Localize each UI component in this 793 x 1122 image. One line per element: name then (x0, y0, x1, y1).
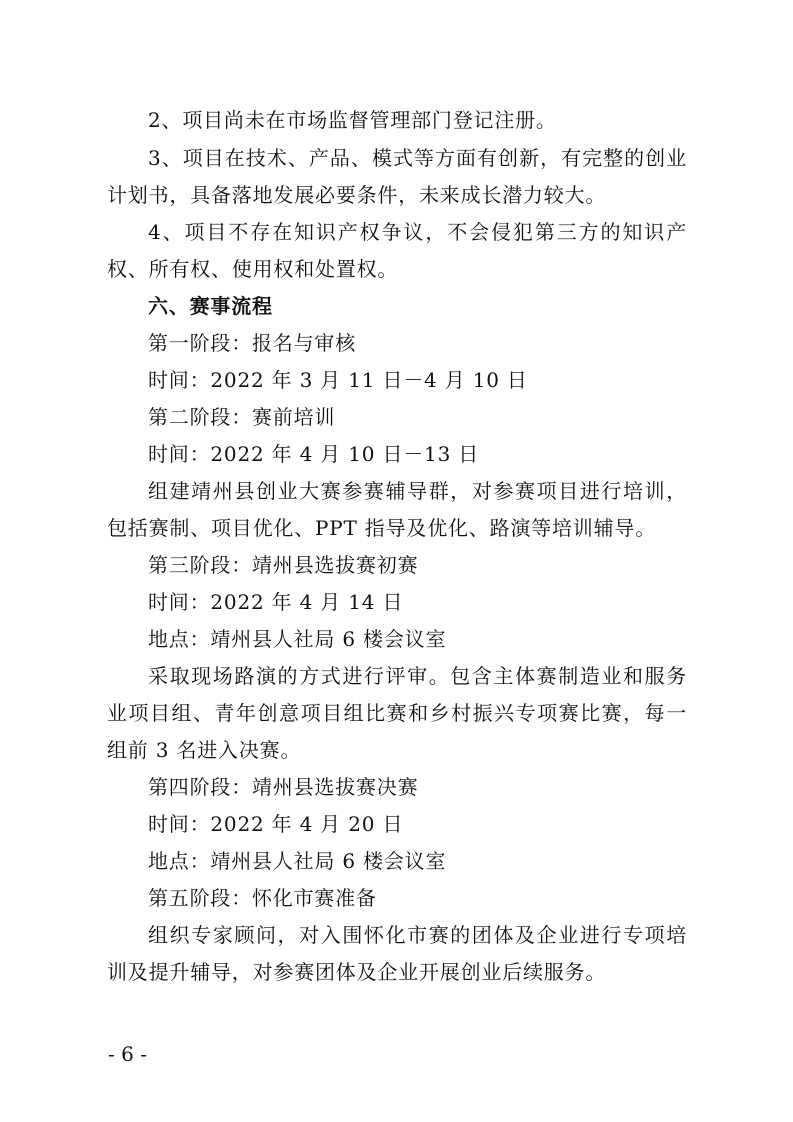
stage-3-location: 地点：靖州县人社局 6 楼会议室 (148, 627, 447, 651)
stage-3-description: 采取现场路演的方式进行评审。包含主体赛制造业和服务业项目组、青年创意项目组比赛和乡村振兴专项赛比赛，每一组前 3 名进入决赛。 (107, 664, 687, 762)
page-number: - 6 - (108, 1042, 147, 1066)
section-heading-competition-process: 六、赛事流程 (148, 294, 273, 318)
paragraph-criterion-2: 2、项目尚未在市场监督管理部门登记注册。 (148, 108, 557, 132)
paragraph-criterion-4: 4、项目不存在知识产权争议，不会侵犯第三方的知识产权、所有权、使用权和处置权。 (107, 220, 687, 281)
stage-2-time: 时间：2022 年 4 月 10 日－13 日 (148, 442, 480, 466)
stage-3-time: 时间：2022 年 4 月 14 日 (148, 590, 404, 614)
paragraph-criterion-3: 3、项目在技术、产品、模式等方面有创新，有完整的创业计划书，具备落地发展必要条件，未来成长潜力较大。 (107, 146, 687, 207)
stage-5-title: 第五阶段：怀化市赛准备 (148, 886, 377, 910)
stage-4-time: 时间：2022 年 4 月 20 日 (148, 812, 404, 836)
stage-3-title: 第三阶段：靖州县选拔赛初赛 (148, 553, 419, 577)
stage-5-description: 组织专家顾问，对入围怀化市赛的团体及企业进行专项培训及提升辅导，对参赛团体及企业开展创业后续服务。 (107, 923, 687, 984)
stage-2-description: 组建靖州县创业大赛参赛辅导群，对参赛项目进行培训，包括赛制、项目优化、PPT 指导及优化、路演等培训辅导。 (107, 479, 687, 540)
stage-4-location: 地点：靖州县人社局 6 楼会议室 (148, 849, 447, 873)
stage-2-title: 第二阶段：赛前培训 (148, 405, 336, 429)
stage-4-title: 第四阶段：靖州县选拔赛决赛 (148, 775, 419, 799)
stage-1-time: 时间：2022 年 3 月 11 日－4 月 10 日 (148, 368, 528, 392)
stage-1-title: 第一阶段：报名与审核 (148, 331, 356, 355)
